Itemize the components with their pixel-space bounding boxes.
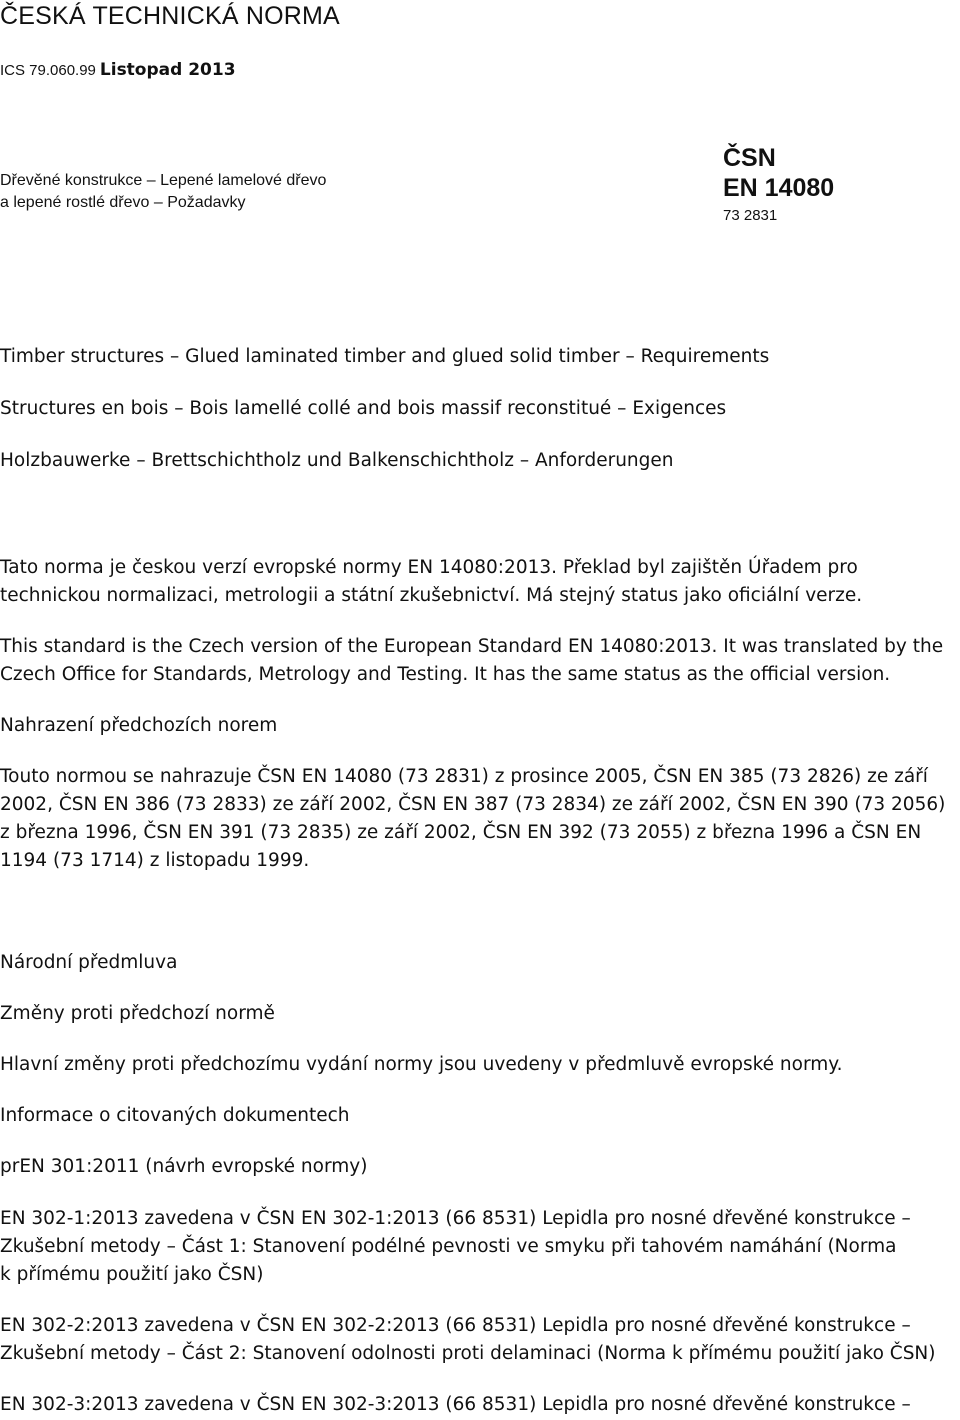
ics-date-row [0, 60, 236, 80]
standard-number: EN 14080 [723, 174, 835, 202]
french-title: Structures en bois – Bois lamellé collé and bois massif reconstitué – Exigences [0, 398, 727, 419]
german-title: Holzbauwerke – Brettschichtholz und Balkenschichtholz – Anforderungen [0, 450, 674, 471]
cited-item-2-line-3: k přímému použití jako ČSN) [0, 1264, 264, 1285]
classification-number: 73 2831 [723, 207, 778, 224]
czech-title [0, 170, 400, 214]
cz-notice-line-1: Tato norma je českou verzí evropské normy EN 14080:2013. Překlad byl zajištěn Úřadem pro [0, 557, 858, 578]
cz-notice-line-2: technickou normalizaci, metrologii a státní zkušebnictví. Má stejný status jako oficiální verze. [0, 585, 863, 606]
replacement-line-1: Touto normou se nahrazuje ČSN EN 14080 (73 2831) z prosince 2005, ČSN EN 385 (73 2826) ze září [0, 766, 928, 787]
cited-item-2-line-1: EN 302-1:2013 zavedena v ČSN EN 302-1:2013 (66 8531) Lepidla pro nosné dřevěné konstrukce – [0, 1208, 911, 1229]
ics-code: ICS 79.060.99 [0, 62, 96, 79]
cited-item-3-line-2: Zkušební metody – Část 2: Stanovení odolnosti proti delaminaci (Norma k přímému použití jako ČSN) [0, 1343, 936, 1364]
en-notice-line-1: This standard is the Czech version of the European Standard EN 14080:2013. It was translated by the [0, 636, 944, 657]
czech-title-line-2: a lepené rostlé dřevo – Požadavky [0, 194, 246, 211]
csn-label: ČSN [723, 144, 776, 172]
cited-documents-heading: Informace o citovaných dokumentech [0, 1105, 350, 1126]
cited-item-2-line-2: Zkušební metody – Část 1: Stanovení podélné pevnosti ve smyku při tahovém namáhání (Norma [0, 1236, 897, 1257]
replacement-line-2: 2002, ČSN EN 386 (73 2833) ze září 2002, ČSN EN 387 (73 2834) ze září 2002, ČSN EN 390 (73 2056) [0, 794, 946, 815]
cited-item-4-line-1: EN 302-3:2013 zavedena v ČSN EN 302-3:2013 (66 8531) Lepidla pro nosné dřevěné konstrukce – [0, 1394, 911, 1415]
national-foreword-heading: Národní předmluva [0, 952, 178, 973]
en-notice-line-2: Czech Office for Standards, Metrology and Testing. It has the same status as the official version. [0, 664, 891, 685]
replacement-heading: Nahrazení předchozích norem [0, 715, 278, 736]
cited-item-3-line-1: EN 302-2:2013 zavedena v ČSN EN 302-2:2013 (66 8531) Lepidla pro nosné dřevěné konstrukce – [0, 1315, 911, 1336]
issue-date: Listopad 2013 [99, 60, 236, 80]
english-title: Timber structures – Glued laminated timber and glued solid timber – Requirements [0, 346, 770, 367]
czech-title-line-1: Dřevěné konstrukce – Lepené lamelové dřevo [0, 172, 327, 189]
standard-designation [723, 143, 834, 226]
standard-type-heading: ČESKÁ TECHNICKÁ NORMA [0, 2, 340, 30]
changes-text: Hlavní změny proti předchozímu vydání normy jsou uvedeny v předmluvě evropské normy. [0, 1054, 843, 1075]
replacement-line-3: z března 1996, ČSN EN 391 (73 2835) ze září 2002, ČSN EN 392 (73 2055) z března 1996 a ČSN EN [0, 822, 922, 843]
cited-item-1: prEN 301:2011 (návrh evropské normy) [0, 1156, 368, 1177]
changes-heading: Změny proti předchozí normě [0, 1003, 275, 1024]
replacement-line-4: 1194 (73 1714) z listopadu 1999. [0, 850, 310, 871]
